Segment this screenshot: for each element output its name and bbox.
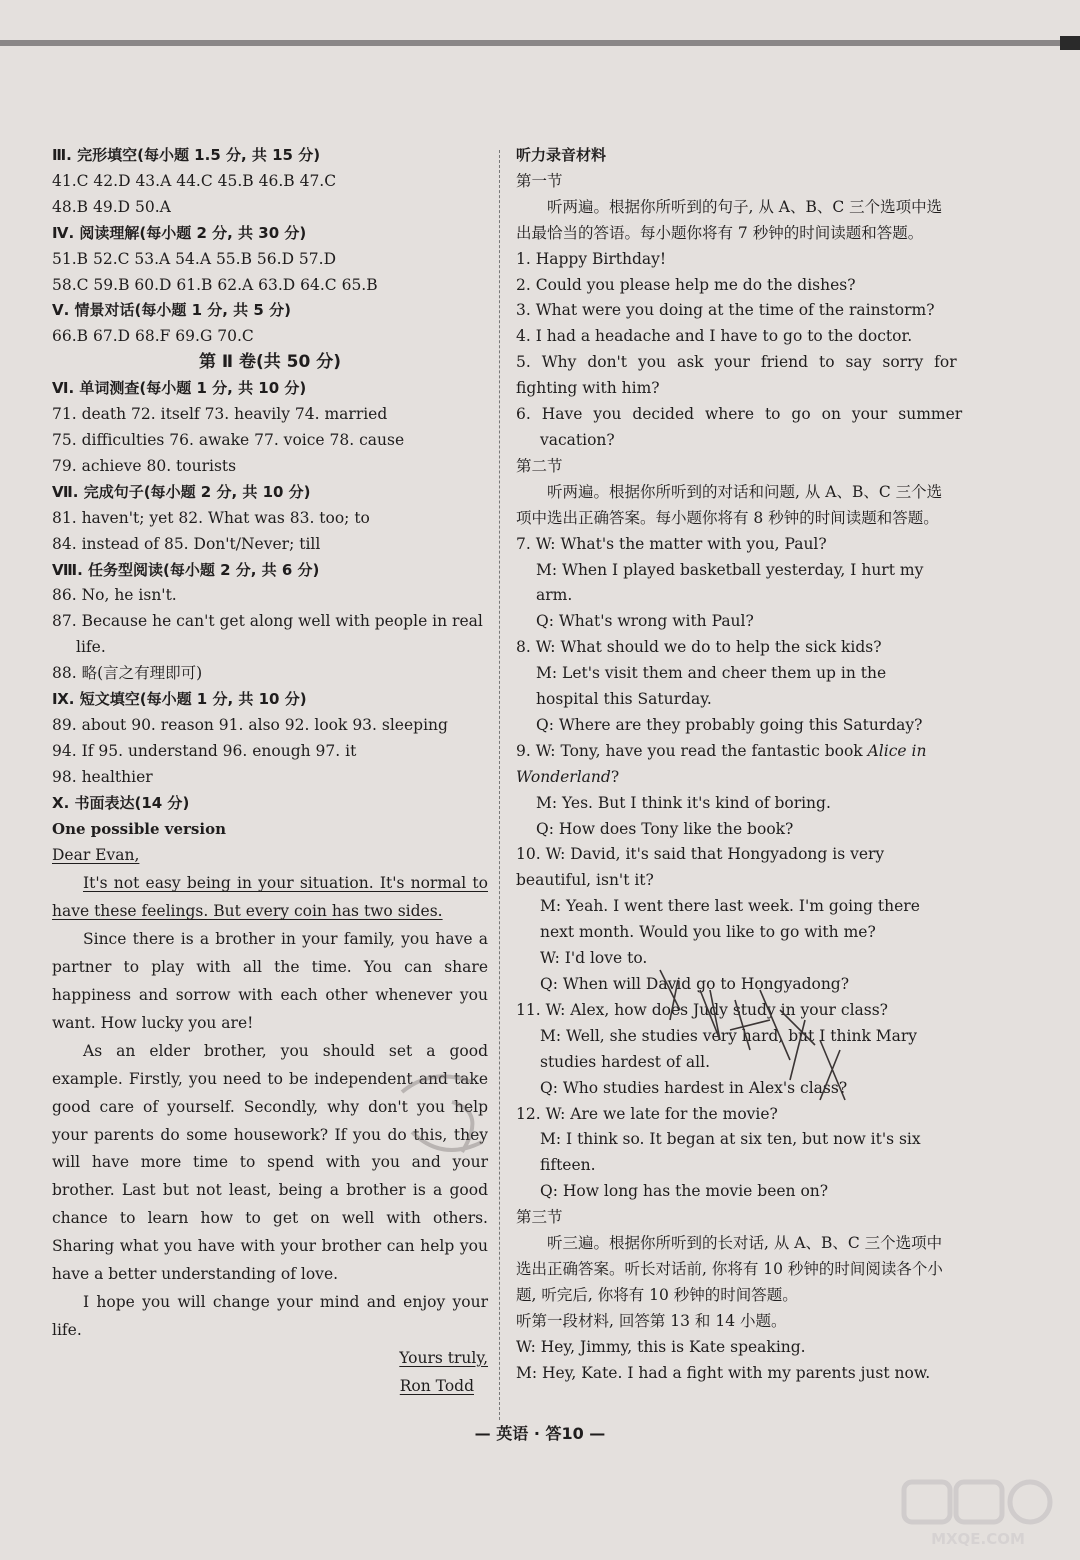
section-title: Ⅲ. 完形填空(每小题 1.5 分, 共 15 分) [52, 146, 321, 164]
script-line: 1. Happy Birthday! [516, 249, 667, 268]
dialogue-line: M: Let's visit them and cheer them up in the hospital this Saturday. [536, 664, 887, 709]
script-line: vacation? [540, 430, 615, 449]
listening-script-column [516, 143, 963, 1387]
dialogue-line: M: When I played basketball yesterday, I hurt my arm. [536, 560, 924, 605]
answer-row: 79. achieve 80. tourists [52, 456, 237, 475]
dialogue-line: M: Well, she studies very hard, but I think Mary studies hardest of all. [540, 1026, 918, 1071]
dialogue-line: Q: Where are they probably going this Saturday? [536, 715, 923, 734]
answer-row: 66.B 67.D 68.F 69.G 70.C [52, 327, 254, 346]
instruction-text: 听两遍。根据你所听到的对话和问题, 从 A、B、C 三个选项中选出正确答案。每小题你将有 8 秒钟的时间读题和答题。 [516, 482, 943, 527]
section-title: 听力录音材料 [516, 146, 607, 164]
section-title: Ⅳ. 阅读理解(每小题 2 分, 共 30 分) [52, 223, 307, 242]
pencil-scribble [640, 950, 870, 1120]
book-title: Alice in Wonderland [516, 741, 927, 786]
dialogue-line: W: Hey, Jimmy, this is Kate speaking. [516, 1337, 806, 1356]
dialogue-line: M: I think so. It began at six ten, but now it's six fifteen. [540, 1130, 921, 1175]
answer-row: 94. If 95. understand 96. enough 97. it [52, 741, 357, 760]
watermark-logo [900, 1478, 1060, 1550]
essay-paragraph: I hope you will change your mind and enjoy your life. [52, 1292, 488, 1339]
instruction-text: 听两遍。根据你所听到的句子, 从 A、B、C 三个选项中选出最恰当的答语。每小题你将有 7 秒钟的时间读题和答题。 [516, 197, 943, 242]
instruction-text: 听第一段材料, 回答第 13 和 14 小题。 [516, 1311, 787, 1330]
scan-top-edge [0, 40, 1080, 46]
answer-row: 75. difficulties 76. awake 77. voice 78. cause [52, 430, 405, 449]
dialogue-line: Q: What's wrong with Paul? [536, 612, 754, 631]
essay-version-label: One possible version [52, 819, 226, 838]
answer-row: 48.B 49.D 50.A [52, 197, 171, 216]
dialogue-line: M: Hey, Kate. I had a fight with my parents just now. [516, 1363, 931, 1382]
answer-row: 41.C 42.D 43.A 44.C 45.B 46.B 47.C [52, 171, 337, 190]
dialogue-line: W: I'd love to. [540, 949, 648, 968]
dialogue-line: 9. W: Tony, have you read the fantastic book Alice in Wonderland? [516, 741, 927, 786]
answer-row: 87. Because he can't get along well with people in real [52, 612, 483, 631]
dialogue-line: M: Yes. But I think it's kind of boring. [536, 793, 831, 812]
script-line: fighting with him? [516, 379, 660, 398]
dialogue-line: 7. W: What's the matter with you, Paul? [516, 534, 827, 553]
dialogue-line: Q: How long has the movie been on? [540, 1182, 829, 1201]
script-line: 3. What were you doing at the time of the rainstorm? [516, 301, 935, 320]
essay-paragraph: Since there is a brother in your family, you have a partner to play with all the time. You can share happiness and sorrow with each other whenever you want. How lucky you are! [52, 930, 488, 1032]
answer-row: 86. No, he isn't. [52, 586, 177, 605]
answer-row: life. [76, 638, 106, 657]
essay-greeting: Dear Evan, [52, 846, 140, 865]
subsection-title: 第一节 [516, 171, 563, 190]
essay-paragraph: It's not easy being in your situation. It's normal to have these feelings. But every coin has two sides. [52, 874, 488, 921]
script-line: 2. Could you please help me do the dishes? [516, 275, 856, 294]
answer-row: 89. about 90. reason 91. also 92. look 93. sleeping [52, 715, 448, 734]
answer-row: 81. haven't; yet 82. What was 83. too; to [52, 508, 370, 527]
dialogue-line: Q: How does Tony like the book? [536, 819, 794, 838]
section-title: Ⅷ. 任务型阅读(每小题 2 分, 共 6 分) [52, 560, 320, 579]
essay-signature: Ron Todd [399, 1376, 474, 1395]
scan-corner [1060, 36, 1080, 50]
answer-row: 71. death 72. itself 73. heavily 74. married [52, 405, 388, 424]
script-line: 4. I had a headache and I have to go to the doctor. [516, 327, 913, 346]
essay-paragraph: As an elder brother, you should set a good example. Firstly, you need to be independent and take good care of yourself. Secondly, why don't you help your parents do some housework? If you do this, they will have more time to spend with you and your brother. Last but not least, being a brother is a good chance to learn how to get on well with others. Sharing what you have with your brother can help you have a better understanding of love. [52, 1041, 488, 1284]
section-title: Ⅹ. 书面表达(14 分) [52, 793, 190, 812]
answer-row: 84. instead of 85. Don't/Never; till [52, 534, 321, 553]
dialogue-line: 10. W: David, it's said that Hongyadong is very beautiful, isn't it? [516, 845, 885, 890]
answer-row: 58.C 59.B 60.D 61.B 62.A 63.D 64.C 65.B [52, 275, 378, 294]
dialogue-line: 11. W: Alex, how does Judy study in your class? [516, 1000, 888, 1019]
section-title: Ⅴ. 情景对话(每小题 1 分, 共 5 分) [52, 301, 291, 320]
faint-stamp-mark [392, 1062, 502, 1172]
script-line: 6. Have you decided where to go on your summer [516, 405, 963, 424]
script-line: 5. Why don't you ask your friend to say sorry for [516, 353, 957, 372]
part-title: 第 Ⅱ 卷(共 50 分) [198, 352, 342, 373]
dialogue-line: M: Yeah. I went there last week. I'm going there next month. Would you like to go with me? [540, 897, 920, 942]
dialogue-line: 12. W: Are we late for the movie? [516, 1104, 778, 1123]
answer-row: 88. 略(言之有理即可) [52, 664, 203, 683]
answer-row: 51.B 52.C 53.A 54.A 55.B 56.D 57.D [52, 249, 336, 268]
column-divider [499, 150, 500, 1420]
dialogue-line: Q: Who studies hardest in Alex's class? [540, 1078, 848, 1097]
svg-text:MXQE.COM: MXQE.COM [931, 1530, 1025, 1548]
subsection-title: 第三节 [516, 1208, 563, 1227]
page-footer: — 英语 · 答10 — [474, 1424, 606, 1443]
answer-key-column [52, 143, 488, 1401]
section-title: Ⅸ. 短文填空(每小题 1 分, 共 10 分) [52, 690, 307, 709]
subsection-title: 第二节 [516, 456, 563, 475]
instruction-text: 听三遍。根据你所听到的长对话, 从 A、B、C 三个选项中选出正确答案。听长对话前, 你将有 10 秒钟的时间阅读各个小题, 听完后, 你将有 10 秒钟的时间答题。 [516, 1234, 943, 1304]
dialogue-line: 8. W: What should we do to help the sick kids? [516, 638, 882, 657]
essay-closing: Yours truly, [399, 1348, 488, 1367]
section-title: Ⅶ. 完成句子(每小题 2 分, 共 10 分) [52, 482, 311, 501]
dialogue-line: Q: When will David go to Hongyadong? [540, 975, 850, 993]
answer-row: 98. healthier [52, 767, 153, 786]
section-title: Ⅵ. 单词测查(每小题 1 分, 共 10 分) [52, 379, 307, 398]
